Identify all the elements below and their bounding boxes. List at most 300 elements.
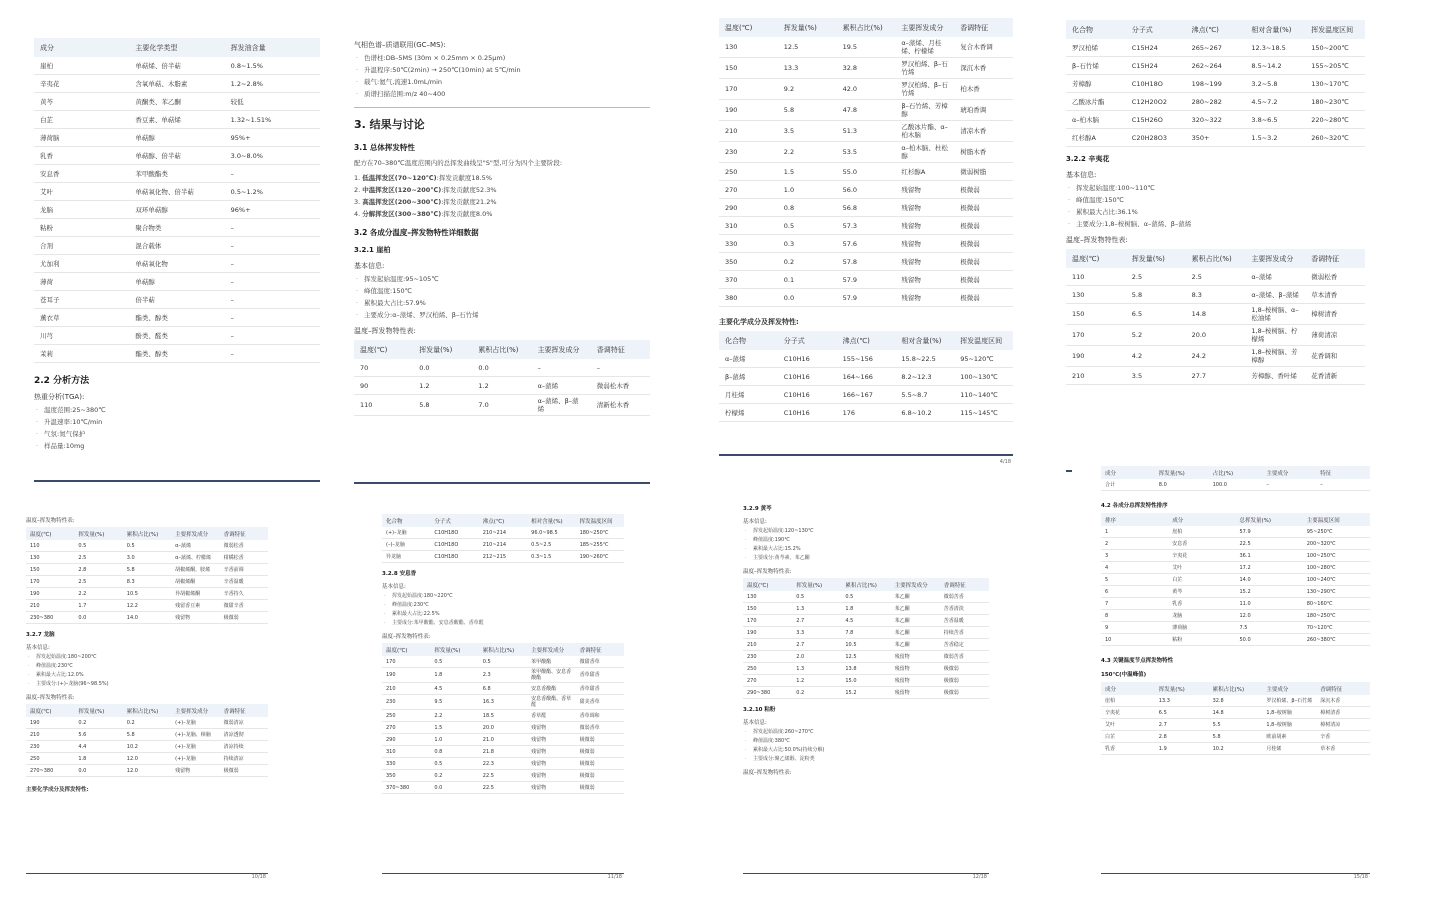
table-cell: 230 (743, 651, 792, 663)
table-cell: α–柏木脑、杜松醇 (895, 142, 954, 163)
table-cell: 12.0 (1236, 610, 1303, 622)
table-cell: 安息香酸酯、香草醛 (527, 695, 575, 710)
table-cell: 0.0 (778, 289, 837, 307)
table-cell: 15.8~22.5 (895, 350, 954, 368)
table-row (382, 782, 624, 794)
table-row (1101, 731, 1370, 743)
column-header: 香调特征 (220, 704, 268, 717)
table-cell: 2.5 (74, 576, 122, 588)
section-heading-huangqin: 3.2.9 黄芩 (743, 506, 772, 512)
page-number: 12/18 (972, 874, 987, 880)
table-cell: – (225, 309, 320, 327)
table-cell: 红杉醇A (1066, 129, 1126, 147)
column-header: 香调特征 (1305, 249, 1365, 268)
table-cell: 微弱树脂 (954, 163, 1013, 181)
stage-contribution: :挥发贡献度18.5% (436, 174, 492, 182)
gcms-list (354, 54, 650, 99)
table-row (743, 663, 989, 675)
column-header: 挥发温度区间 (576, 514, 624, 527)
column-header: 相对含量(%) (1245, 20, 1305, 39)
table-row (382, 551, 624, 563)
table-cell: 樟树清凉 (1316, 719, 1370, 731)
table-cell: 370 (719, 271, 778, 289)
table-cell: 1 (1101, 526, 1168, 538)
table-row (1101, 707, 1370, 719)
table-cell: 212~215 (479, 551, 527, 563)
column-header: 主要化学类型 (129, 38, 224, 57)
table-cell: 130 (26, 552, 74, 564)
table-row (1066, 304, 1365, 325)
stage-number: 2. (354, 186, 363, 194)
table-cell: 1.8 (430, 668, 478, 683)
table-cell: 单萜烯、倍半萜 (129, 57, 224, 75)
table-cell: 单萜氧化物、倍半萜 (129, 183, 224, 201)
table-row (1066, 39, 1365, 57)
table-cell: 极微弱 (954, 253, 1013, 271)
table-cell: 单萜氧化物 (129, 255, 224, 273)
section-heading-analysis-method: 2.2 分析方法 (34, 376, 90, 386)
table-row (1101, 574, 1370, 586)
table-cell: 川芎 (34, 327, 129, 345)
section-heading-results: 3. 结果与讨论 (354, 118, 425, 131)
table-cell: 130 (743, 591, 792, 603)
column-header: 温度(℃) (743, 578, 792, 591)
table-cell: 1.5 (430, 722, 478, 734)
table-cell: – (225, 219, 320, 237)
table-cell: 210 (382, 683, 430, 695)
table-row (34, 309, 320, 327)
table-cell: 极微弱 (220, 765, 268, 777)
table-cell: 残留物 (891, 651, 940, 663)
table-label: 温度–挥发物特性表: (26, 518, 75, 524)
temp-volatile-table-huangqin (743, 578, 989, 699)
table-cell: 110 (26, 540, 74, 552)
table-cell: 350 (719, 253, 778, 271)
table-cell: 155~205℃ (1305, 57, 1365, 75)
table-cell: 90 (354, 377, 413, 395)
table-cell: 残留物 (527, 734, 575, 746)
table-cell: 0.5~1.2% (225, 183, 320, 201)
table-cell: α–蒎烯、β–蒎烯 (1245, 286, 1305, 304)
table-cell: 100~130℃ (954, 368, 1013, 386)
table-cell: 380 (719, 289, 778, 307)
table-cell: 1,8–桉树脑、α–松油烯 (1245, 304, 1305, 325)
table-row (719, 289, 1013, 307)
table-cell: 花香调和 (1305, 346, 1365, 367)
table-cell: 茉莉 (34, 345, 129, 363)
table-cell: 8.0 (1155, 479, 1209, 491)
table-cell: 0.2 (792, 687, 841, 699)
table-cell: α–蒎烯 (171, 540, 219, 552)
table-row (743, 591, 989, 603)
column-header: 主要挥发成分 (895, 18, 954, 37)
table-cell: 苯乙酮 (891, 615, 940, 627)
table-row (26, 741, 268, 753)
table-row (26, 717, 268, 729)
table-cell: 56.0 (837, 181, 896, 199)
table-row (743, 687, 989, 699)
table-cell: 190 (743, 627, 792, 639)
table-cell: 1,8–桉树脑、芳樟醇 (1245, 346, 1305, 367)
table-cell: 白芷 (1168, 574, 1235, 586)
table-cell: β–石竹烯 (1066, 57, 1126, 75)
table-cell: 290 (719, 199, 778, 217)
table-cell: 12.5 (778, 37, 837, 58)
table-cell: 残留物 (527, 782, 575, 794)
table-cell: 280~282 (1186, 93, 1246, 111)
table-cell: 残留物 (895, 181, 954, 199)
table-cell: 混合载体 (129, 237, 224, 255)
table-cell: 14.0 (123, 612, 171, 624)
table-cell: 260~380℃ (1303, 634, 1370, 646)
table-header-row (354, 340, 650, 359)
table-cell: 250 (743, 663, 792, 675)
table-cell: 残留物 (527, 770, 575, 782)
table-cell: 清新松木香 (591, 395, 650, 416)
list-item: · 峰值温度:190℃ (753, 537, 989, 544)
table-cell: 170 (743, 615, 792, 627)
table-cell: 辛香 (1316, 731, 1370, 743)
table-cell: 微弱苦香 (940, 651, 989, 663)
table-cell: 15.0 (841, 675, 890, 687)
table-cell: 辛香前调 (220, 564, 268, 576)
table-row (743, 603, 989, 615)
table-cell: 170 (26, 576, 74, 588)
table-cell: 10.2 (1209, 743, 1263, 755)
table-row (382, 758, 624, 770)
table-cell: 辛夷花 (1101, 707, 1155, 719)
section-heading-key-temps: 4.3 关键温度节点挥发物特性 (1101, 658, 1174, 664)
table-cell: 安息香 (34, 165, 129, 183)
table-header-row (382, 514, 624, 527)
column-header: 主要挥发成分 (527, 643, 575, 656)
table-cell: 薄荷 (34, 273, 129, 291)
basic-info-list (382, 593, 624, 627)
column-header: 化合物 (1066, 20, 1126, 39)
table-cell: 57.6 (837, 235, 896, 253)
table-cell: 210~214 (479, 527, 527, 539)
table-cell: 0.5 (841, 591, 890, 603)
table-cell: 乙酸冰片酯 (1066, 93, 1126, 111)
column-header: 挥发量(%) (1155, 682, 1209, 695)
table-cell: 1.9 (1155, 743, 1209, 755)
table-cell: 7 (1101, 598, 1168, 610)
table-cell: C15H24 (1126, 39, 1186, 57)
table-cell: 3.5 (778, 121, 837, 142)
column-header: 特征 (1316, 466, 1370, 479)
table-label: 温度–挥发物特性表: (382, 634, 431, 640)
table-cell: 330 (382, 758, 430, 770)
column-header: 主要挥发成分 (171, 527, 219, 540)
table-cell: 230 (719, 142, 778, 163)
table-cell: 柑橘松香 (220, 552, 268, 564)
table-cell: 3 (1101, 550, 1168, 562)
table-cell: 草本香 (1316, 743, 1370, 755)
table-cell: 290~380 (743, 687, 792, 699)
table-cell: 1,8–桉树脑 (1262, 707, 1316, 719)
table-row (1101, 598, 1370, 610)
table-cell: 乳香 (34, 147, 129, 165)
table-row (719, 368, 1013, 386)
table-row (1101, 634, 1370, 646)
column-header: 成分 (1101, 682, 1155, 695)
table-cell: 130~170℃ (1305, 75, 1365, 93)
table-cell: 0.3~1.5 (527, 551, 575, 563)
table-cell: 190~260℃ (576, 551, 624, 563)
column-header: 温度(℃) (1066, 249, 1126, 268)
table-cell: 乳香 (1168, 598, 1235, 610)
table-cell: 残留物 (895, 271, 954, 289)
table-cell: 230~380 (26, 612, 74, 624)
table-cell: 2.8 (1155, 731, 1209, 743)
table-cell: 辛夷花 (1168, 550, 1235, 562)
table-cell: 极微弱 (954, 271, 1013, 289)
table-cell: 170 (1066, 325, 1126, 346)
table-cell: 10 (1101, 634, 1168, 646)
table-row (1101, 743, 1370, 755)
table-cell: 36.1 (1236, 550, 1303, 562)
subheading-150c: 150℃(中温峰值) (1101, 672, 1147, 678)
table-cell: 164~166 (837, 368, 896, 386)
table-cell: 月桂烯 (1262, 743, 1316, 755)
basic-info-label: 基本信息: (743, 720, 767, 726)
basic-info-label: 基本信息: (354, 262, 385, 270)
table-cell: 残留物 (171, 765, 219, 777)
table-cell: – (225, 345, 320, 363)
table-cell: 欧前胡素 (1262, 731, 1316, 743)
table-cell: 乙酸冰片酯、α–柏木脑 (895, 121, 954, 142)
table-cell: (+)–龙脑 (382, 527, 430, 539)
table-cell: 2.2 (74, 588, 122, 600)
table-cell: C15H24 (1126, 57, 1186, 75)
table-cell: 芳樟醇、香叶烯 (1245, 367, 1305, 385)
table-cell: 残留物 (891, 687, 940, 699)
table-row (354, 377, 650, 395)
table-cell: 9.5 (430, 695, 478, 710)
section-heading-detail: 3.2 各成分温度–挥发物特性详细数据 (354, 228, 479, 237)
table-header-row (743, 578, 989, 591)
table-cell: 230 (382, 695, 430, 710)
table-cell: 微弱苦香 (940, 591, 989, 603)
table-row (719, 181, 1013, 199)
table-header-row (34, 38, 320, 57)
section-heading-nianfen: 3.2.10 粘粉 (743, 707, 776, 713)
table-cell: 250 (26, 753, 74, 765)
stage-contribution: :挥发贡献度52.3% (441, 186, 497, 194)
list-item: · 样品量:10mg (44, 442, 320, 451)
table-cell: 210~214 (479, 539, 527, 551)
temp-volatile-table-longnao (26, 704, 268, 777)
table-cell: 2.7 (792, 615, 841, 627)
table-cell: β–蒎烯 (719, 368, 778, 386)
table-cell: 琥珀香调 (954, 100, 1013, 121)
stage-contribution: :挥发贡献度8.0% (441, 210, 493, 218)
table-cell: β–石竹烯、芳樟醇 (895, 100, 954, 121)
table-cell: 甜美香草 (576, 695, 624, 710)
table-cell: – (591, 359, 650, 377)
table-cell: (+)–龙脑、樟脑 (171, 729, 219, 741)
table-row (719, 121, 1013, 142)
table-cell: 8.5~14.2 (1245, 57, 1305, 75)
basic-info-list (743, 528, 989, 562)
column-header: 累积占比(%) (837, 18, 896, 37)
table-cell: 110 (354, 395, 413, 416)
column-header: 香调特征 (1316, 682, 1370, 695)
column-header: 相对含量(%) (527, 514, 575, 527)
table-header-row (719, 18, 1013, 37)
table-cell: 双环单萜醇 (129, 201, 224, 219)
table-row (34, 291, 320, 309)
table-cell: 180~230℃ (1305, 93, 1365, 111)
table-cell: 单萜醇 (129, 273, 224, 291)
list-item: · 峰值温度:230℃ (392, 602, 624, 609)
section-heading-xinyihua: 3.2.2 辛夷花 (1066, 155, 1110, 163)
table-row (34, 111, 320, 129)
table-cell: 极微弱 (940, 675, 989, 687)
table-cell: 4.5 (430, 683, 478, 695)
table-cell: 花香清新 (1305, 367, 1365, 385)
page-bottom-rule (34, 480, 320, 482)
table-cell: 微弱松香 (220, 540, 268, 552)
key-temp-150-table (1101, 682, 1370, 755)
table-cell: 5.6 (74, 729, 122, 741)
table-cell: (–)–龙脑 (382, 539, 430, 551)
table-cell: 粘粉 (1168, 634, 1235, 646)
column-header: 温度(℃) (26, 527, 74, 540)
column-header: 沸点(℃) (479, 514, 527, 527)
table-row (34, 57, 320, 75)
column-header: 主要成分 (1262, 682, 1316, 695)
table-cell: 1.0 (430, 734, 478, 746)
list-item: · 累积最大占比:50.0%(持续分解) (753, 747, 989, 754)
table-cell: 苯乙酮 (891, 591, 940, 603)
column-header: 分子式 (778, 331, 837, 350)
table-cell: 57.8 (837, 253, 896, 271)
table-row (34, 345, 320, 363)
table-cell: 250 (719, 163, 778, 181)
temp-volatile-table (354, 340, 650, 416)
table-cell: 乳香 (1101, 743, 1155, 755)
summary-total-table (1101, 466, 1370, 491)
table-cell: 12.0 (123, 765, 171, 777)
table-cell: 0.5~2.5 (527, 539, 575, 551)
table-row (719, 58, 1013, 79)
table-cell: 8 (1101, 610, 1168, 622)
table-cell: 香草醛 (527, 710, 575, 722)
table-cell: 24.2 (1186, 346, 1246, 367)
table-row (1066, 57, 1365, 75)
table-cell: 4.5~7.2 (1245, 93, 1305, 111)
section-heading-yabai: 3.2.1 崖柏 (354, 246, 391, 254)
table-cell: 极微弱 (954, 199, 1013, 217)
table-cell: 18.5 (479, 710, 527, 722)
column-header: 温度(℃) (719, 18, 778, 37)
table-cell: – (225, 327, 320, 345)
table-cell: 130 (719, 37, 778, 58)
table-cell: 230 (26, 741, 74, 753)
table-cell: 苯乙酮 (891, 627, 940, 639)
table-cell: C15H26O (1126, 111, 1186, 129)
table-row (719, 163, 1013, 181)
page-bottom-rule (382, 873, 624, 874)
table-cell: 8.2~12.3 (895, 368, 954, 386)
table-cell: 2.7 (792, 639, 841, 651)
table-row (26, 765, 268, 777)
table-row (26, 729, 268, 741)
table-cell: 155~156 (837, 350, 896, 368)
table-cell: 210 (1066, 367, 1126, 385)
basic-info-list (1066, 184, 1365, 229)
list-item: · 主要成分:苯甲酸酯、安息香酸酯、香草醛 (392, 620, 624, 627)
table-row (34, 75, 320, 93)
table-cell: 苯甲酸酯、安息香酸酯 (527, 668, 575, 683)
table-cell: C10H18O (1126, 75, 1186, 93)
table-cell: 100~240℃ (1303, 574, 1370, 586)
table-cell: 1.8 (74, 753, 122, 765)
section-heading-overall: 3.1 总体挥发特性 (354, 143, 415, 152)
list-item: · 峰值温度:230℃ (36, 663, 268, 670)
table-cell: – (1262, 479, 1316, 491)
table-cell: 0.8 (430, 746, 478, 758)
table-cell: 150~200℃ (1305, 39, 1365, 57)
table-cell: 330 (719, 235, 778, 253)
column-header: 主要挥发成分 (171, 704, 219, 717)
table-cell: 残留物 (527, 746, 575, 758)
table-cell: 115~145℃ (954, 404, 1013, 422)
stage-item (354, 174, 650, 183)
stage-item (354, 210, 650, 219)
table-cell: 10.2 (123, 741, 171, 753)
table-cell: 12.5 (841, 651, 890, 663)
table-cell: 170 (719, 79, 778, 100)
table-row (1101, 695, 1370, 707)
list-item: · 载气:氦气,流速1.0mL/min (364, 78, 650, 87)
list-item: · 累积最大占比:12.0% (36, 672, 268, 679)
table-cell: 2.0 (792, 651, 841, 663)
table-row (34, 129, 320, 147)
page-bottom-rule (1101, 873, 1370, 874)
table-row (26, 588, 268, 600)
table-cell: 198~199 (1186, 75, 1246, 93)
table-cell: 艾叶 (1168, 562, 1235, 574)
table-cell: 3.2~5.8 (1245, 75, 1305, 93)
table-cell: 210 (26, 600, 74, 612)
table-cell: 5.8 (778, 100, 837, 121)
doc-page-7 (743, 502, 989, 880)
table-label: 温度–挥发物特性表: (1066, 236, 1128, 244)
table-cell: 持续苦香 (940, 627, 989, 639)
column-header: 累积占比(%) (841, 578, 890, 591)
list-item: · 累积最大占比:57.9% (364, 299, 650, 308)
table-cell: 黄芩 (1168, 586, 1235, 598)
table-row (1101, 719, 1370, 731)
table-cell: 7.0 (472, 395, 531, 416)
table-row (743, 615, 989, 627)
table-cell: 微甜辛香 (220, 600, 268, 612)
ranking-table (1101, 513, 1370, 646)
table-cell: 42.0 (837, 79, 896, 100)
stage-item (354, 198, 650, 207)
doc-page-4 (1066, 20, 1365, 472)
column-header: 累积占比(%) (1186, 249, 1246, 268)
table-cell: 14.8 (1209, 707, 1263, 719)
table-cell: 210 (743, 639, 792, 651)
table-cell: 残留物 (171, 612, 219, 624)
doc-page-1 (34, 38, 320, 486)
table-cell: – (225, 237, 320, 255)
table-cell: 1.2 (472, 377, 531, 395)
table-cell: 极微弱 (954, 235, 1013, 253)
